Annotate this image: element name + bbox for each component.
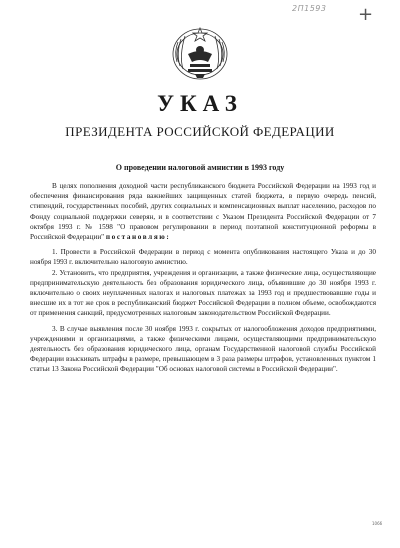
paragraph-3: 3. В случае выявления после 30 ноября 1993 г. сокрытых от налогообложения доходов предприятиями, учреждениями и организациями, а также физическими лицами, осуществляющими предпринимательскую деятельность без образования юридического лица, органам Государственной налоговой службы Российской Федерации взыскивать штрафы в размере, превышающем в 3 раза размеры штрафов, установленных пунктом 1 статьи 13 Закона Российской Федерации "Об основах налоговой системы в Российской Федерации". — [30, 324, 376, 374]
handwritten-registration-number: 2П1593 — [292, 4, 327, 13]
preamble-text: В целях пополнения доходной части республиканского бюджета Российской Федерации на 1993 год и обеспечения финансирования ряда важнейших защищенных статей бюджета, в первую очередь пенсий, стипендий, государственных пособий, других социальных и компенсационных выплат населению, расходов по Фонду социальной поддержки северян, и в соответствии с Указом Президента Российской Федерации от 7 октября 1993 г. № 1598 "О правовом регулировании в период поэтапной конституционной реформы в Российской Федерации" — [30, 182, 376, 242]
decree-heading: О проведении налоговой амнистии в 1993 году — [115, 163, 285, 172]
paragraph-2: 2. Установить, что предприятия, учреждения и организации, а также физические лица, осуществляющие предпринимательскую деятельность без образования юридического лица, объявившие до 30 ноября 1993 г. включительно о своих неуплаченных налогах и налоговых платежах за 1993 год и предшествовавшие годы и внесшие их в тот же срок в республиканский бюджет Российской Федерации в полном объеме, освобождаются от применения санкций, предусмотренных налоговым законодательством Российской Федерации. — [30, 268, 376, 318]
preamble-paragraph — [30, 181, 376, 242]
paragraph-1: 1. Провести в Российской Федерации в период с момента опубликования настоящего Указа и до 30 ноября 1993 г. включительно налоговую амнистию. — [30, 248, 376, 267]
footer-mark: 1066 — [372, 521, 383, 526]
russian-federation-emblem-icon — [168, 22, 232, 82]
document-subtitle: ПРЕЗИДЕНТА РОССИЙСКОЙ ФЕДЕРАЦИИ — [65, 124, 335, 139]
decree-body — [30, 181, 376, 375]
plus-mark: + — [358, 4, 374, 25]
document-title: УКАЗ — [157, 91, 243, 116]
decree-word: постановляю: — [105, 233, 171, 242]
